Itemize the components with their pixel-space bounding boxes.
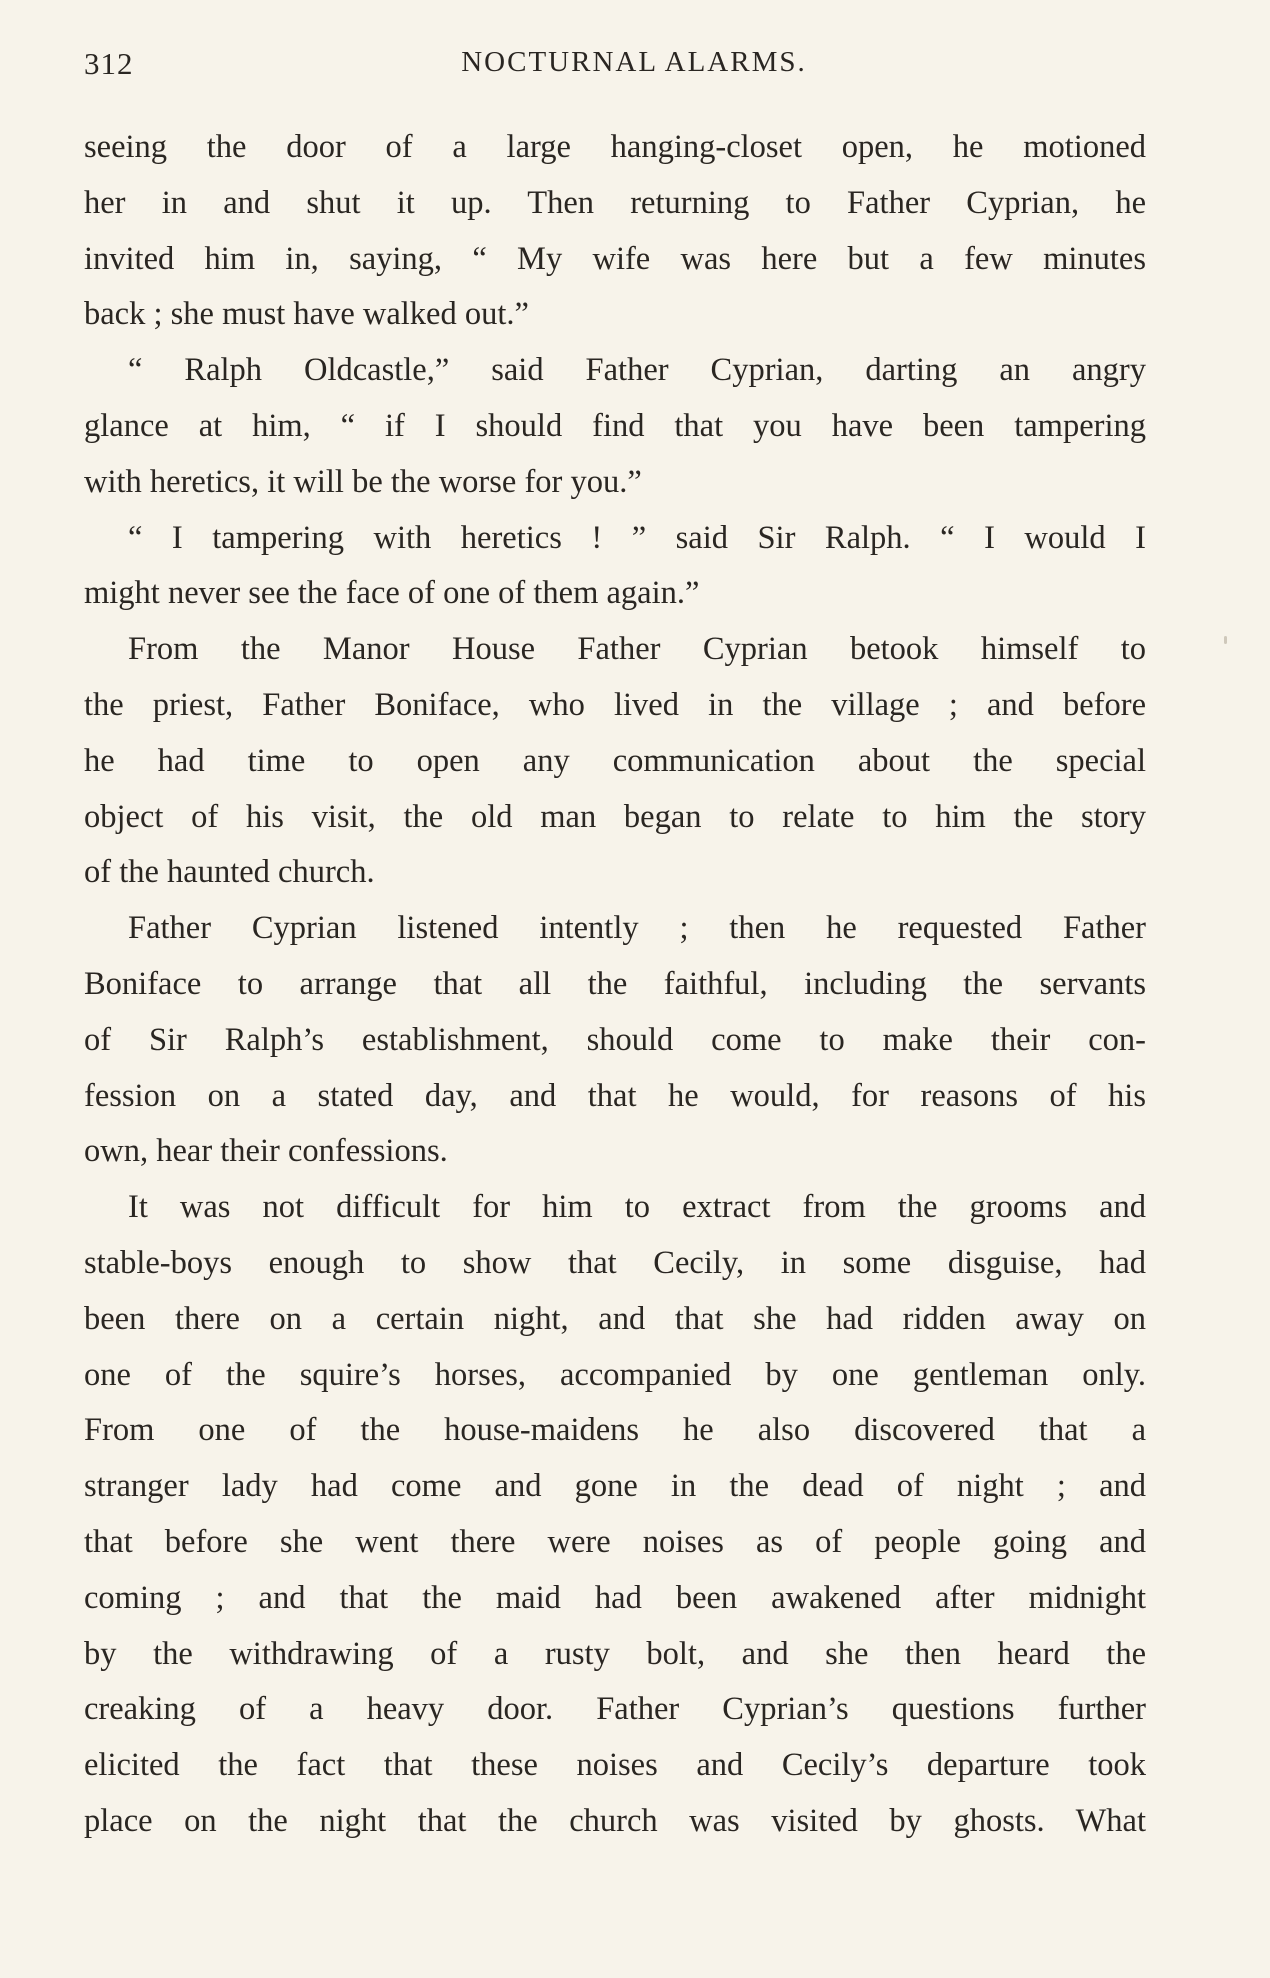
text-line: Boniface to arrange that all the faithful, including the servants — [84, 965, 1146, 1002]
text-line: of the haunted church. — [84, 854, 375, 891]
text-line: her in and shut it up. Then returning to Father Cyprian, he — [84, 184, 1146, 221]
body-text — [84, 120, 1146, 1850]
text-line: he had time to open any communication about the special — [84, 742, 1146, 779]
text-line: “ Ralph Oldcastle,” said Father Cyprian, darting an angry — [128, 352, 1146, 389]
text-line: back ; she must have walked out.” — [84, 296, 529, 333]
text-line: of Sir Ralph’s establishment, should come to make their con- — [84, 1021, 1146, 1058]
text-line: Father Cyprian listened intently ; then he requested Father — [128, 910, 1146, 947]
page-number: 312 — [84, 46, 134, 81]
text-line: seeing the door of a large hanging-closet open, he motioned — [84, 129, 1146, 165]
text-line: one of the squire’s horses, accompanied by one gentleman only. — [84, 1356, 1146, 1393]
text-line: that before she went there were noises as of people going and — [84, 1523, 1146, 1560]
paper-speck — [1224, 636, 1227, 644]
running-title: NOCTURNAL ALARMS. — [461, 46, 807, 78]
text-line: been there on a certain night, and that she had ridden away on — [84, 1300, 1146, 1337]
text-line: place on the night that the church was visited by ghosts. What — [84, 1802, 1146, 1839]
text-line: invited him in, saying, “ My wife was here but a few minutes — [84, 240, 1146, 277]
text-line: the priest, Father Boniface, who lived in the village ; and before — [84, 686, 1146, 723]
text-line: From the Manor House Father Cyprian betook himself to — [128, 631, 1146, 668]
text-line: stable-boys enough to show that Cecily, in some disguise, had — [84, 1244, 1146, 1281]
text-line: with heretics, it will be the worse for you.” — [84, 463, 642, 500]
text-line: “ I tampering with heretics ! ” said Sir Ralph. “ I would I — [128, 519, 1146, 556]
text-line: elicited the fact that these noises and Cecily’s departure took — [84, 1747, 1146, 1784]
text-line: From one of the house-maidens he also discovered that a — [84, 1412, 1146, 1449]
text-line: by the withdrawing of a rusty bolt, and she then heard the — [84, 1635, 1146, 1672]
text-line: It was not difficult for him to extract from the grooms and — [128, 1189, 1146, 1226]
running-head — [84, 46, 1144, 90]
text-line: might never see the face of one of them again.” — [84, 575, 700, 612]
text-line: object of his visit, the old man began to relate to him the story — [84, 798, 1146, 835]
text-line: coming ; and that the maid had been awakened after midnight — [84, 1579, 1146, 1616]
text-line: creaking of a heavy door. Father Cyprian’s questions further — [84, 1691, 1146, 1728]
text-line: glance at him, “ if I should find that you have been tampering — [84, 407, 1146, 444]
text-line: stranger lady had come and gone in the dead of night ; and — [84, 1468, 1146, 1505]
text-line: own, hear their confessions. — [84, 1133, 448, 1170]
text-line: fession on a stated day, and that he would, for reasons of his — [84, 1077, 1146, 1114]
